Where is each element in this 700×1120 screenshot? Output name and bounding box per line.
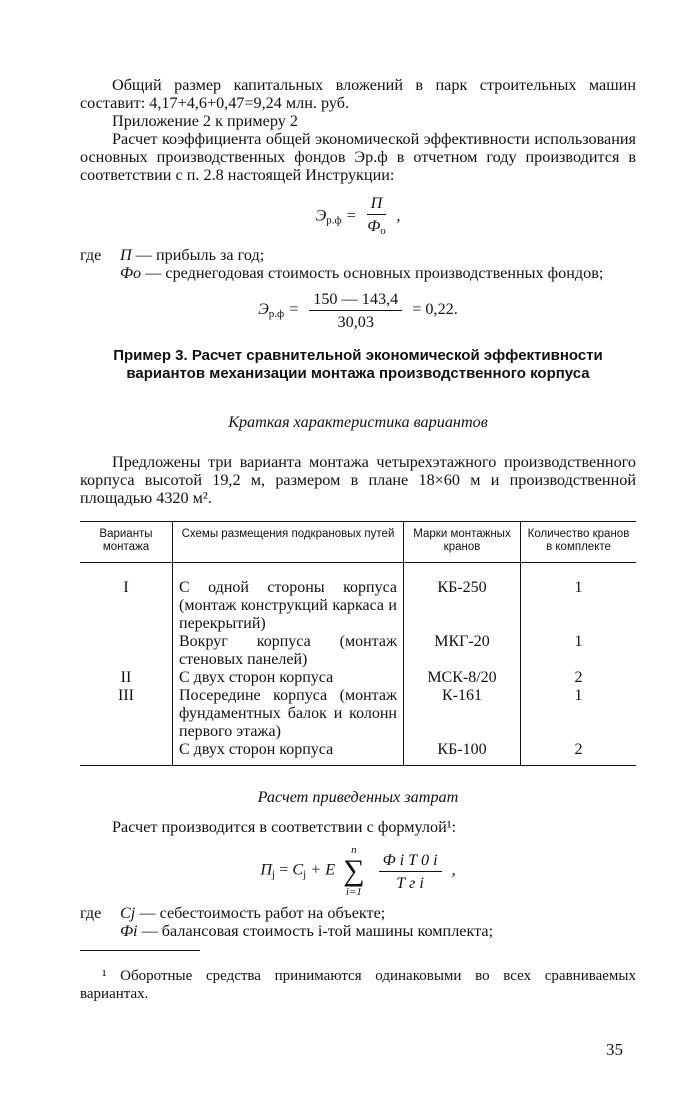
formula-efficiency-value: $Э_{р.ф}$ = $\frac{150 — 143,4}{30,03}$ = 0,22.	[258, 290, 458, 331]
col-header-scheme: Схемы размещения подкрановых путей	[173, 522, 404, 563]
table-row: I С одной стороны корпуса (монтаж конструкций каркаса и перекрытий) КБ-250 1	[80, 563, 636, 634]
page-number: 35	[606, 1040, 623, 1059]
footnote-divider	[80, 950, 200, 951]
table-row: III Посередине корпуса (монтаж фундаментных балок и колонн первого этажа) К-161 1	[80, 687, 636, 741]
fraction: $\frac{150 — 143,4}{30,03}$	[309, 290, 402, 331]
formula-costs: $П_j = C_j + E$ n ∑ i=1 $\frac{\text{Ф i T 0 i}}{\text{T г i}}$ ,	[260, 844, 456, 898]
formula-efficiency: $Э_{р.ф}$ = $\frac{П}{Ф_о}$ ,	[80, 194, 636, 240]
where-list-1: где П — прибыль за год; Фо — среднегодовая стоимость основных производственных фондов;	[80, 246, 604, 282]
table-row: С двух сторон корпуса КБ-100 2	[80, 741, 636, 766]
table-row: II С двух сторон корпуса МСК-8/20 2	[80, 669, 636, 687]
variants-table	[80, 521, 636, 766]
page-content	[80, 76, 636, 1003]
paragraph-variants: Предложены три варианта монтажа четырехэтажного производственного корпуса высотой 19,2 м, размером в плане 18×60 м и производственной площадью 4320 м².	[80, 453, 636, 507]
example-heading: Пример 3. Расчет сравнительной экономической эффективности вариантов механизации монтажа производственного корпуса	[113, 347, 603, 382]
where-list-2: где Cj — себестоимость работ на объекте; Фi — балансовая стоимость i-той машины комплекта;	[80, 904, 494, 940]
table-row: Вокруг корпуса (монтаж стеновых панелей) МКГ-20 1	[80, 633, 636, 669]
fraction: $\frac{\text{Ф i T 0 i}}{\text{T г i}}$	[379, 851, 442, 892]
col-header-count: Количество кранов в комплекте	[521, 522, 637, 563]
subheading-costs: Расчет приведенных затрат	[257, 788, 459, 806]
paragraph-efficiency: Расчет коэффициента общей экономической эффективности использования основных производственных фондов Эр.ф в отчетном году производится в соответствии с п. 2.8 настоящей Инструкции:	[80, 130, 636, 184]
subheading-variants: Краткая характеристика вариантов	[228, 413, 488, 431]
paragraph-capital: Общий размер капитальных вложений в парк строительных машин составит: 4,17+4,6+0,47=9,24 млн. руб.	[80, 76, 636, 112]
col-header-variant: Варианты монтажа	[80, 522, 173, 563]
col-header-crane: Марки монтажных кранов	[404, 522, 521, 563]
paragraph-formula-intro: Расчет производится в соответствии с формулой¹:	[112, 818, 457, 836]
sum-sign: n ∑ i=1	[343, 844, 365, 898]
appendix-label: Приложение 2 к примеру 2	[112, 112, 298, 130]
footnote: ¹ Оборотные средства принимаются одинаковыми во всех сравниваемых вариантах.	[80, 968, 636, 1002]
fraction: $\frac{П}{Ф_о}$	[367, 194, 386, 237]
